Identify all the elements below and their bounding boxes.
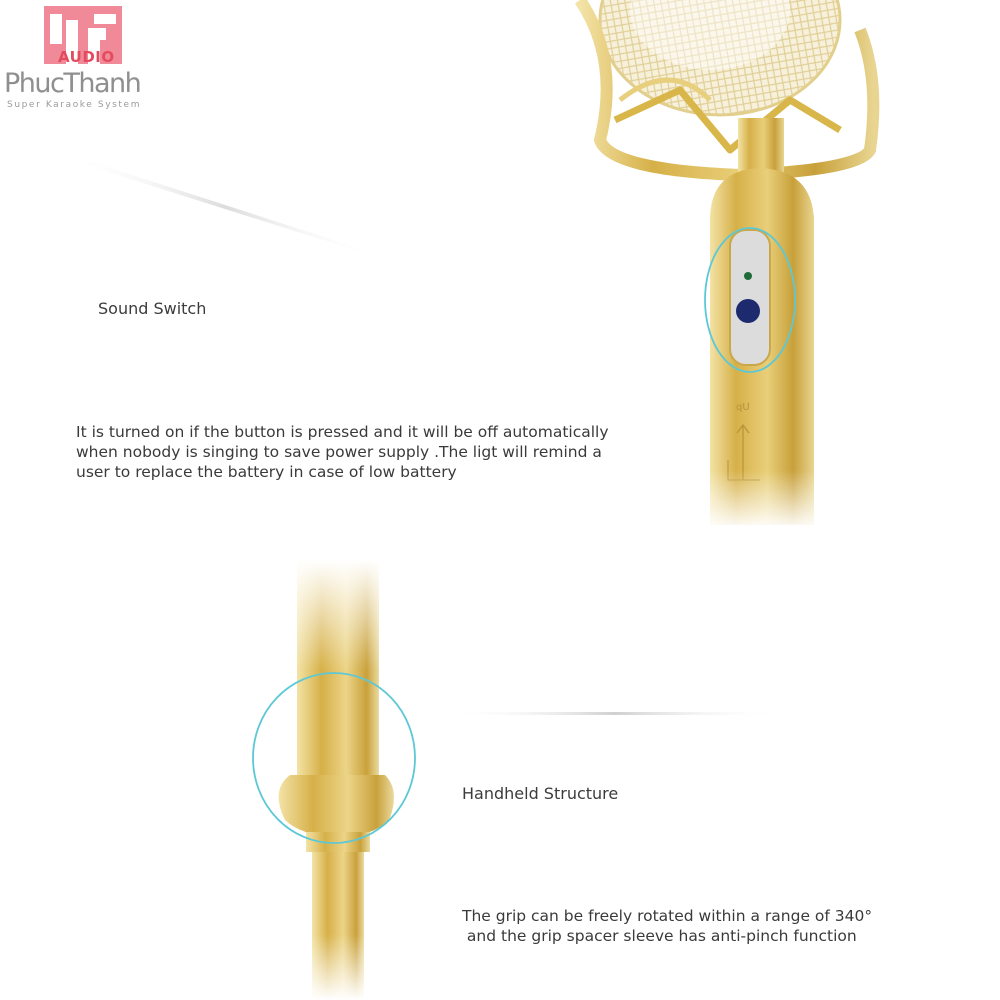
description-line: and the grip spacer sleeve has anti-pinch function	[462, 927, 857, 945]
section-description-handheld-structure	[462, 906, 872, 946]
indicator-led-icon	[744, 272, 752, 280]
description-line: when nobody is singing to save power supply .The ligt will remind a	[76, 443, 602, 461]
logo-audio-text: AUDIO	[58, 48, 115, 66]
brand-logo	[4, 6, 164, 110]
microphone-head-image	[560, 0, 920, 530]
light-streak-decoration	[70, 150, 390, 270]
divider-line-decoration	[450, 708, 780, 720]
description-line: It is turned on if the button is pressed and it will be off automatically	[76, 423, 609, 441]
logo-tagline: Super Karaoke System	[7, 100, 142, 110]
microphone-handle-image	[240, 560, 440, 1000]
description-line: user to replace the battery in case of low battery	[76, 463, 457, 481]
description-line: The grip can be freely rotated within a range of 340°	[462, 907, 873, 925]
section-title-handheld-structure: Handheld Structure	[462, 784, 619, 803]
logo-brand-name: PhucThanh	[4, 68, 141, 99]
power-button-icon	[736, 299, 760, 323]
section-description-sound-switch	[76, 422, 609, 482]
section-title-sound-switch: Sound Switch	[98, 299, 207, 318]
